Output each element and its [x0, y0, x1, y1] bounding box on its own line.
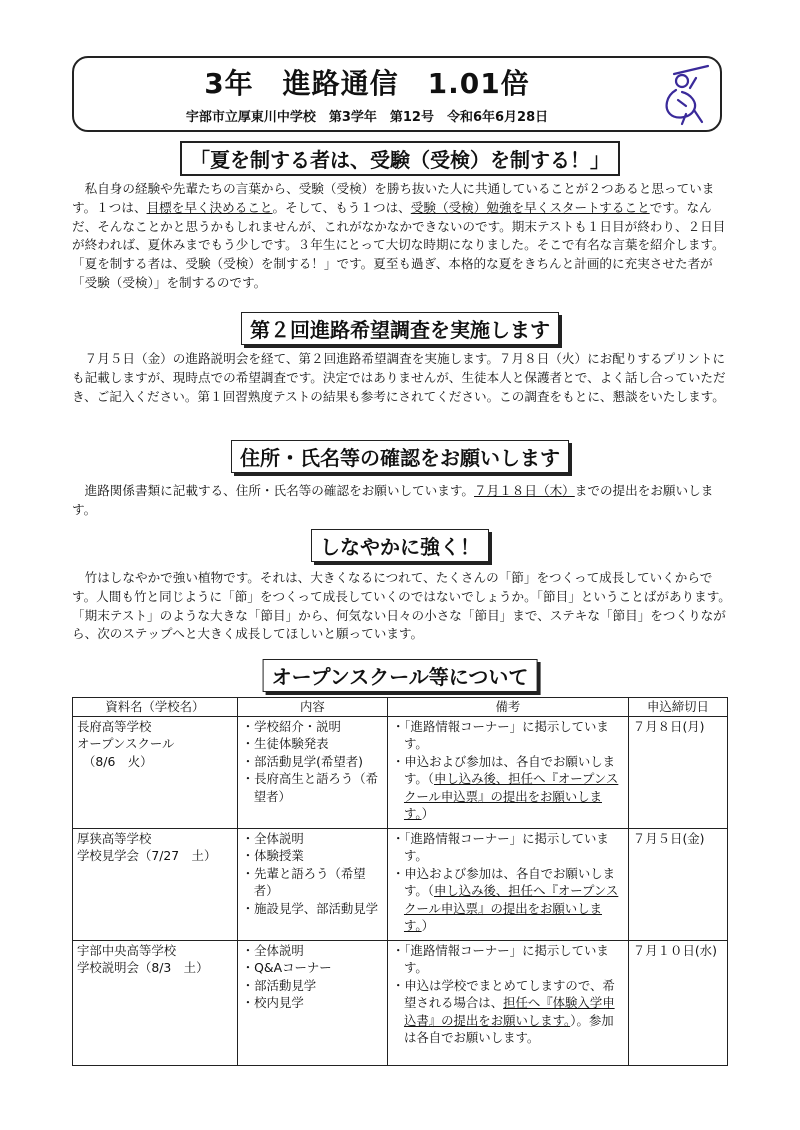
content-item: ・施設見学、部活動見学: [241, 900, 379, 916]
notes-cell: [387, 940, 628, 1065]
section1-text-a: 私自身の経験や先輩たちの言葉から、受験（受検）を勝ち抜いた人に共通していることが２つあると思っています。１つは、: [72, 181, 715, 215]
table-row: [73, 940, 728, 1065]
section1-paragraph: [72, 180, 732, 293]
note-text: ）。参加は各自でお願いします。: [403, 1012, 614, 1045]
event-name: 学校説明会（8/3 土）: [77, 960, 209, 975]
event-date: （8/6 火）: [83, 753, 153, 769]
note-text: ・申込および参加は、各自でお願いします。（: [391, 753, 615, 786]
section4-paragraph: 竹はしなやかで強い植物です。それは、大きくなるにつれて、たくさんの「節」をつくって成長していくからです。人間も竹と同じように「節」をつくって成長していくのではないでしょうか。「節目」ということばがあります。「期末テスト」のような大きな「節目」から、何気ない日々の小さな「節目」まで、ステキな「節目」をつくりながら、次のステップへと大きく成長してほしいと願っています。: [72, 570, 731, 642]
table-row: [73, 828, 728, 940]
content-item: ・先輩と語ろう（希望者）: [241, 865, 366, 898]
col-header-notes: 備考: [387, 698, 628, 717]
note-item: [392, 977, 624, 1047]
note-item: [392, 865, 624, 935]
guitar-player-illustration-icon: [656, 64, 714, 126]
deadline-cell: ７月８日(月): [628, 716, 727, 828]
newsletter-title: 3年 進路通信 1.01倍: [204, 67, 530, 100]
content-item: ・校内見学: [241, 995, 304, 1010]
note-text: ・申込および参加は、各自でお願いします。（: [391, 865, 615, 898]
school-cell: [73, 940, 238, 1065]
section3-text-a: 進路関係書類に記載する、住所・氏名等の確認をお願いしています。: [84, 483, 474, 498]
section1-text-b: 。そして、もう１つは、: [272, 199, 411, 215]
note-text: ・申込は学校でまとめてしますので、希望される場合は、: [391, 977, 615, 1010]
section4-heading: しなやかに強く！: [311, 529, 489, 562]
school-cell: [73, 716, 238, 828]
note-text: ）: [421, 806, 434, 821]
content-item: ・部活動見学(希望者): [241, 753, 363, 769]
content-cell: [237, 716, 387, 828]
deadline-cell: ７月１０日(水): [628, 940, 727, 1065]
school-name: 長府高等学校: [77, 718, 152, 734]
section3-text-b: までの提出をお願いします。: [72, 483, 714, 517]
section2-heading: 第２回進路希望調査を実施します: [241, 312, 559, 345]
section1-heading: 「夏を制する者は、受験（受検）を制する！」: [180, 141, 620, 176]
content-item: ・体験授業: [241, 848, 304, 863]
section1-underlined-1: 目標を早く決めること: [146, 199, 273, 215]
note-item: ・「進路情報コーナー」に掲示しています。: [391, 830, 609, 863]
deadline-cell: ７月５日(金): [628, 828, 727, 940]
school-name: 宇部中央高等学校: [77, 942, 177, 958]
open-school-table: [72, 697, 728, 1066]
content-item: ・生徒体験発表: [241, 736, 329, 751]
notes-cell: [387, 828, 628, 940]
section3-heading: 住所・氏名等の確認をお願いします: [231, 440, 569, 473]
header-box: [72, 56, 722, 132]
note-item: [392, 753, 624, 823]
content-cell: [237, 940, 387, 1065]
content-item: ・部活動見学: [241, 977, 317, 993]
section1-text-c: です。なんだ、そんなことかと思うかもしれませんが、これがなかなかできないのです。期末テストも１日目が終わり、２日目が終われば、夏休みまでもう少しです。３年生にとって大切な時期になりました。そこで有名な言葉を紹介します。「夏を制する者は、受験（受検）を制する！」です。夏至も過ぎ、本格的な夏をきちんと計画的に充実させた者が「受験（受検）」を制するのです。: [72, 199, 726, 290]
content-item: ・Q&Aコーナー: [241, 960, 332, 975]
event-name: 学校見学会（7/27 土）: [77, 848, 217, 863]
table-row: [73, 716, 728, 828]
school-cell: [73, 828, 238, 940]
col-header-school: 資料名（学校名）: [73, 698, 238, 717]
content-item: ・全体説明: [241, 942, 304, 958]
note-item: ・「進路情報コーナー」に掲示しています。: [391, 718, 609, 751]
school-name: 厚狭高等学校: [77, 830, 152, 846]
content-item: ・全体説明: [241, 830, 304, 846]
col-header-content: 内容: [237, 698, 387, 717]
note-item: ・「進路情報コーナー」に掲示しています。: [391, 942, 609, 975]
table-header-row: [73, 698, 728, 717]
content-item: ・学校紹介・説明: [241, 718, 341, 734]
section5-heading: オープンスクール等について: [263, 659, 538, 692]
content-item: ・長府高生と語ろう（希望者）: [241, 771, 379, 804]
note-underlined: 担任へ『体験入学申込書』の提出をお願いします。: [403, 995, 615, 1028]
note-underlined: 申し込み後、担任へ『オープンスクール申込票』の提出をお願いします。: [403, 771, 619, 821]
note-underlined: 申し込み後、担任へ『オープンスクール申込票』の提出をお願いします。: [403, 883, 619, 933]
section1-underlined-2: 受験（受検）勉強を早くスタートすること: [410, 199, 650, 215]
notes-cell: [387, 716, 628, 828]
event-name: オープンスクール: [77, 736, 175, 751]
newsletter-subtitle: 宇部市立厚東川中学校 第3学年 第12号 令和6年6月28日: [185, 110, 549, 125]
section2-paragraph: ７月５日（金）の進路説明会を経て、第２回進路希望調査を実施します。７月８日（火）にお配りするプリントにも記載しますが、現時点での希望調査です。決定ではありませんが、生徒本人と保護者とで、よく話し合っていただき、ご記入ください。第１回習熟度テストの結果も参考にされてください。この調査をもとに、懇談をいたします。: [72, 351, 726, 404]
col-header-deadline: 申込締切日: [628, 698, 727, 717]
section3-paragraph: [72, 482, 732, 520]
note-text: ）: [421, 918, 434, 933]
section3-deadline: ７月１８日（木）: [474, 483, 575, 498]
content-cell: [237, 828, 387, 940]
